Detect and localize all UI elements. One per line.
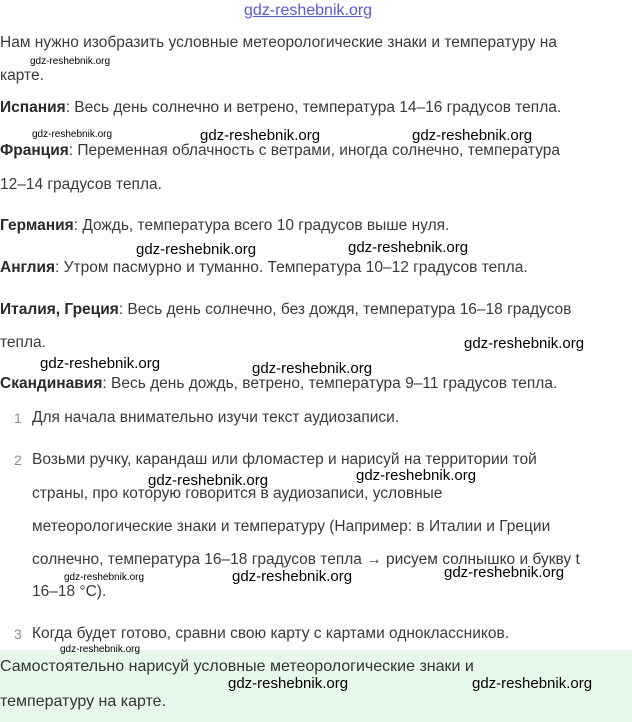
watermark: gdz-reshebnik.org [232, 568, 353, 585]
watermark: gdz-reshebnik.org [148, 472, 269, 489]
intro-line-1: Нам нужно изобразить условные метеорологические знаки и температуру на [0, 34, 557, 51]
watermark: gdz-reshebnik.org [32, 129, 113, 140]
watermark: gdz-reshebnik.org [60, 644, 141, 655]
country-france-line-2: 12–14 градусов тепла. [0, 176, 162, 193]
watermark: gdz-reshebnik.org [444, 564, 565, 581]
country-spain [0, 99, 561, 117]
watermark: gdz-reshebnik.org [228, 675, 349, 692]
watermark: gdz-reshebnik.org [412, 127, 533, 144]
step-2-line-1: Возьми ручку, карандаш или фломастер и нарисуй на территории той [32, 451, 537, 468]
watermark: gdz-reshebnik.org [40, 355, 161, 372]
country-name: Италия, Греция [0, 301, 119, 318]
task-line-2: температуру на карте. [0, 693, 167, 710]
country-name: Франция [0, 142, 69, 159]
step-2-line-2: страны, про которую говорится в аудиозаписи, условные [32, 485, 443, 502]
country-italy-greece [0, 301, 571, 319]
task-line-1: Самостоятельно нарисуй условные метеорологические знаки и [0, 658, 474, 675]
watermark: gdz-reshebnik.org [30, 56, 111, 67]
step-number: 2 [14, 452, 22, 468]
step-1-text: Для начала внимательно изучи текст аудиозаписи. [32, 409, 400, 426]
country-name: Испания [0, 99, 66, 116]
country-name: Скандинавия [0, 375, 103, 392]
country-text: : Весь день дождь, ветрено, температура 9–11 градусов тепла. [102, 375, 558, 392]
watermark: gdz-reshebnik.org [472, 675, 593, 692]
country-germany [0, 217, 449, 235]
watermark-top[interactable]: gdz-reshebnik.org [244, 2, 373, 19]
watermark: gdz-reshebnik.org [136, 241, 257, 258]
watermark: gdz-reshebnik.org [252, 360, 373, 377]
step-2-line-5: 16–18 °C). [32, 583, 107, 600]
intro-line-2: карте. [0, 67, 44, 84]
country-name: Англия [0, 259, 56, 276]
watermark: gdz-reshebnik.org [464, 335, 585, 352]
country-text: : Утром пасмурно и туманно. Температура 10–12 градусов тепла. [55, 259, 528, 276]
country-france [0, 142, 560, 160]
country-scandinavia [0, 375, 557, 393]
watermark: gdz-reshebnik.org [356, 467, 477, 484]
watermark: gdz-reshebnik.org [348, 239, 469, 256]
step-2-line-3: метеорологические знаки и температуру (Например: в Италии и Греции [32, 518, 551, 535]
step-number: 3 [14, 626, 22, 642]
country-text: : Переменная облачность с ветрами, иногда солнечно, температура [68, 142, 560, 159]
step-number: 1 [14, 410, 22, 426]
country-text: : Весь день солнечно и ветрено, температура 14–16 градусов тепла. [65, 99, 562, 116]
country-text: : Дождь, температура всего 10 градусов выше нуля. [73, 217, 450, 234]
watermark: gdz-reshebnik.org [200, 127, 321, 144]
country-text: : Весь день солнечно, без дождя, температура 16–18 градусов [118, 301, 572, 318]
step-2-line-4: солнечно, температура 16–18 градусов тепла → рисуем солнышко и букву t [32, 551, 580, 568]
country-england [0, 259, 528, 277]
watermark: gdz-reshebnik.org [64, 572, 145, 583]
country-name: Германия [0, 217, 74, 234]
country-italy-greece-line-2: тепла. [0, 334, 46, 351]
step-3-text: Когда будет готово, сравни свою карту с картами одноклассников. [32, 625, 510, 642]
